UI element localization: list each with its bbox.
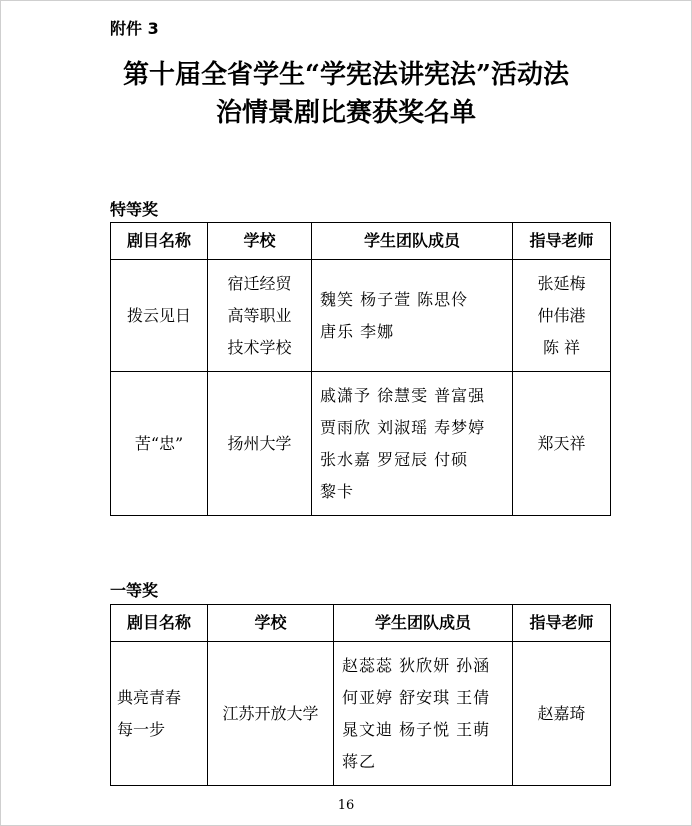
- school-cell: [208, 372, 312, 516]
- document-title: [60, 56, 632, 132]
- header-teacher: 指导老师: [513, 605, 611, 642]
- members-cell: [312, 372, 513, 516]
- header-teacher: 指导老师: [513, 223, 611, 260]
- members-cell: [334, 642, 513, 786]
- members-line: 黎卡: [320, 481, 355, 501]
- attachment-label: 附件 3: [110, 19, 159, 38]
- members-line: 蒋乙: [342, 751, 377, 771]
- header-members: 学生团队成员: [312, 223, 513, 260]
- title-line-2: 治情景剧比赛获奖名单: [215, 98, 476, 128]
- school-line: 扬州大学: [227, 433, 292, 453]
- play-cell: [111, 372, 208, 516]
- school-line: 高等职业: [227, 305, 292, 325]
- members-line: 戚潇予 徐慧雯 普富强: [320, 385, 486, 405]
- header-school: 学校: [208, 605, 334, 642]
- teacher-name: 陈 祥: [542, 337, 581, 357]
- school-cell: [208, 260, 312, 372]
- play-name: 苦“忠”: [134, 433, 184, 453]
- header-members: 学生团队成员: [334, 605, 513, 642]
- header-play: 剧目名称: [111, 605, 208, 642]
- table-header-row: [111, 223, 611, 260]
- page-number: 16: [337, 798, 355, 813]
- teacher-name: 张延梅: [537, 273, 586, 293]
- table-row: [111, 372, 611, 516]
- title-line-1: 第十届全省学生“学宪法讲宪法”活动法: [123, 60, 569, 90]
- members-line: 赵蕊蕊 狄欣妍 孙涵: [342, 655, 491, 675]
- special-prize-label: 特等奖: [110, 200, 159, 219]
- teacher-cell: [513, 642, 611, 786]
- table-row: [111, 642, 611, 786]
- table-row: [111, 260, 611, 372]
- school-cell: [208, 642, 334, 786]
- school-line: 江苏开放大学: [222, 703, 319, 723]
- members-line: 何亚婷 舒安琪 王倩: [342, 687, 491, 707]
- members-line: 晁文迪 杨子悦 王萌: [342, 719, 491, 739]
- header-school: 学校: [208, 223, 312, 260]
- members-line: 唐乐 李娜: [320, 321, 395, 341]
- teacher-name: 郑天祥: [537, 433, 586, 453]
- play-name: 典亮青春: [117, 687, 182, 707]
- teacher-name: 赵嘉琦: [537, 703, 586, 723]
- first-prize-table: [110, 604, 611, 786]
- school-line: 技术学校: [227, 337, 292, 357]
- members-line: 张水嘉 罗冠辰 付硕: [320, 449, 469, 469]
- header-play: 剧目名称: [111, 223, 208, 260]
- play-name: 每一步: [117, 719, 166, 739]
- members-line: 贾雨欣 刘淑瑶 寿梦婷: [320, 417, 486, 437]
- teacher-name: 仲伟港: [537, 305, 586, 325]
- play-cell: [111, 642, 208, 786]
- members-cell: [312, 260, 513, 372]
- first-prize-label: 一等奖: [110, 581, 159, 600]
- table-header-row: [111, 605, 611, 642]
- teacher-cell: [513, 260, 611, 372]
- school-line: 宿迁经贸: [227, 273, 292, 293]
- play-name: 拨云见日: [126, 305, 191, 325]
- special-prize-table: [110, 222, 611, 516]
- members-line: 魏笑 杨子萱 陈思伶: [320, 289, 469, 309]
- play-cell: [111, 260, 208, 372]
- teacher-cell: [513, 372, 611, 516]
